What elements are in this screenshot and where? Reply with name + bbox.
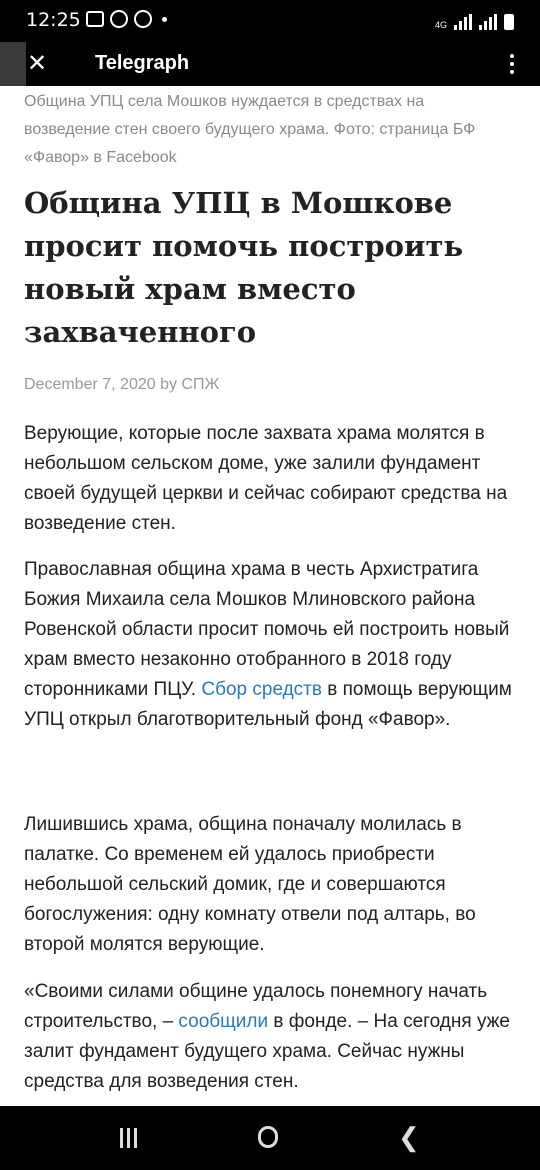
signal-icon xyxy=(479,14,497,30)
navigation-bar xyxy=(0,1106,540,1170)
article-paragraph: Лишившись храма, община поначалу молилась в палатке. Со временем ей удалось приобрести небольшой сельский домик, где и совершаются богослужения: одну комнату отвели под алтарь, во второй молятся верующие. xyxy=(24,814,476,955)
signal-icon xyxy=(454,14,472,30)
recents-icon xyxy=(120,1128,123,1148)
article-byline: December 7, 2020 by СПЖ xyxy=(24,376,220,393)
battery-icon xyxy=(504,14,514,30)
close-icon: ✕ xyxy=(26,49,48,77)
photo-caption: Община УПЦ села Мошков нуждается в средствах на возведение стен своего будущего храма. Фото: страница БФ «Фавор» в Facebook xyxy=(24,93,476,166)
article-paragraph xyxy=(24,555,518,735)
viber-icon xyxy=(110,10,128,28)
paragraph-text: в помощь верующим УПЦ открыл благотворительный фонд «Фавор». xyxy=(24,679,512,730)
article-paragraph xyxy=(24,977,518,1097)
network-type: 4G xyxy=(434,20,447,30)
app-bar xyxy=(0,42,540,86)
status-time: 12:25 xyxy=(26,9,81,31)
source-link[interactable]: сообщили xyxy=(178,1011,269,1032)
paragraph-text: «Своими силами общине удалось понемногу начать строительство, – xyxy=(24,981,488,1032)
gallery-icon xyxy=(86,11,104,27)
menu-dot-icon xyxy=(510,70,514,74)
status-bar xyxy=(0,0,540,42)
recents-icon xyxy=(127,1128,130,1148)
home-button[interactable] xyxy=(258,1126,278,1148)
app-bar-accent xyxy=(0,42,26,86)
menu-dot-icon xyxy=(510,54,514,58)
paragraph-text: Православная община храма в честь Архистратига Божия Михаила села Мошков Млиновского района Ровенской области просит помочь ей построить новый храм вместо незаконно отобранного в 2018 году сторонниками ПЦУ. xyxy=(24,559,510,700)
whatsapp-icon xyxy=(134,10,152,28)
recents-button[interactable] xyxy=(120,1128,137,1148)
article-headline: Община УПЦ в Мошкове просит помочь построить новый храм вместо захваченного xyxy=(24,186,464,349)
fundraising-link[interactable]: Сбор средств xyxy=(201,679,322,700)
overflow-menu-button[interactable] xyxy=(506,50,518,78)
dot-icon xyxy=(162,17,167,22)
system-icons xyxy=(435,10,514,30)
recents-icon xyxy=(134,1128,137,1148)
back-button[interactable]: ❮ xyxy=(398,1122,420,1152)
app-title: Telegraph xyxy=(95,52,190,74)
menu-dot-icon xyxy=(510,62,514,66)
article-content[interactable] xyxy=(0,86,540,1106)
notification-icons xyxy=(86,10,167,28)
close-button[interactable] xyxy=(24,50,50,76)
paragraph-text: в фонде. – На сегодня уже залит фундамент будущего храма. Сейчас нужны средства для возведения стен. xyxy=(24,1011,510,1092)
article-paragraph: Верующие, которые после захвата храма молятся в небольшом сельском доме, уже залили фундамент своей будущей церкви и сейчас собирают средства на возведение стен. xyxy=(24,423,508,534)
